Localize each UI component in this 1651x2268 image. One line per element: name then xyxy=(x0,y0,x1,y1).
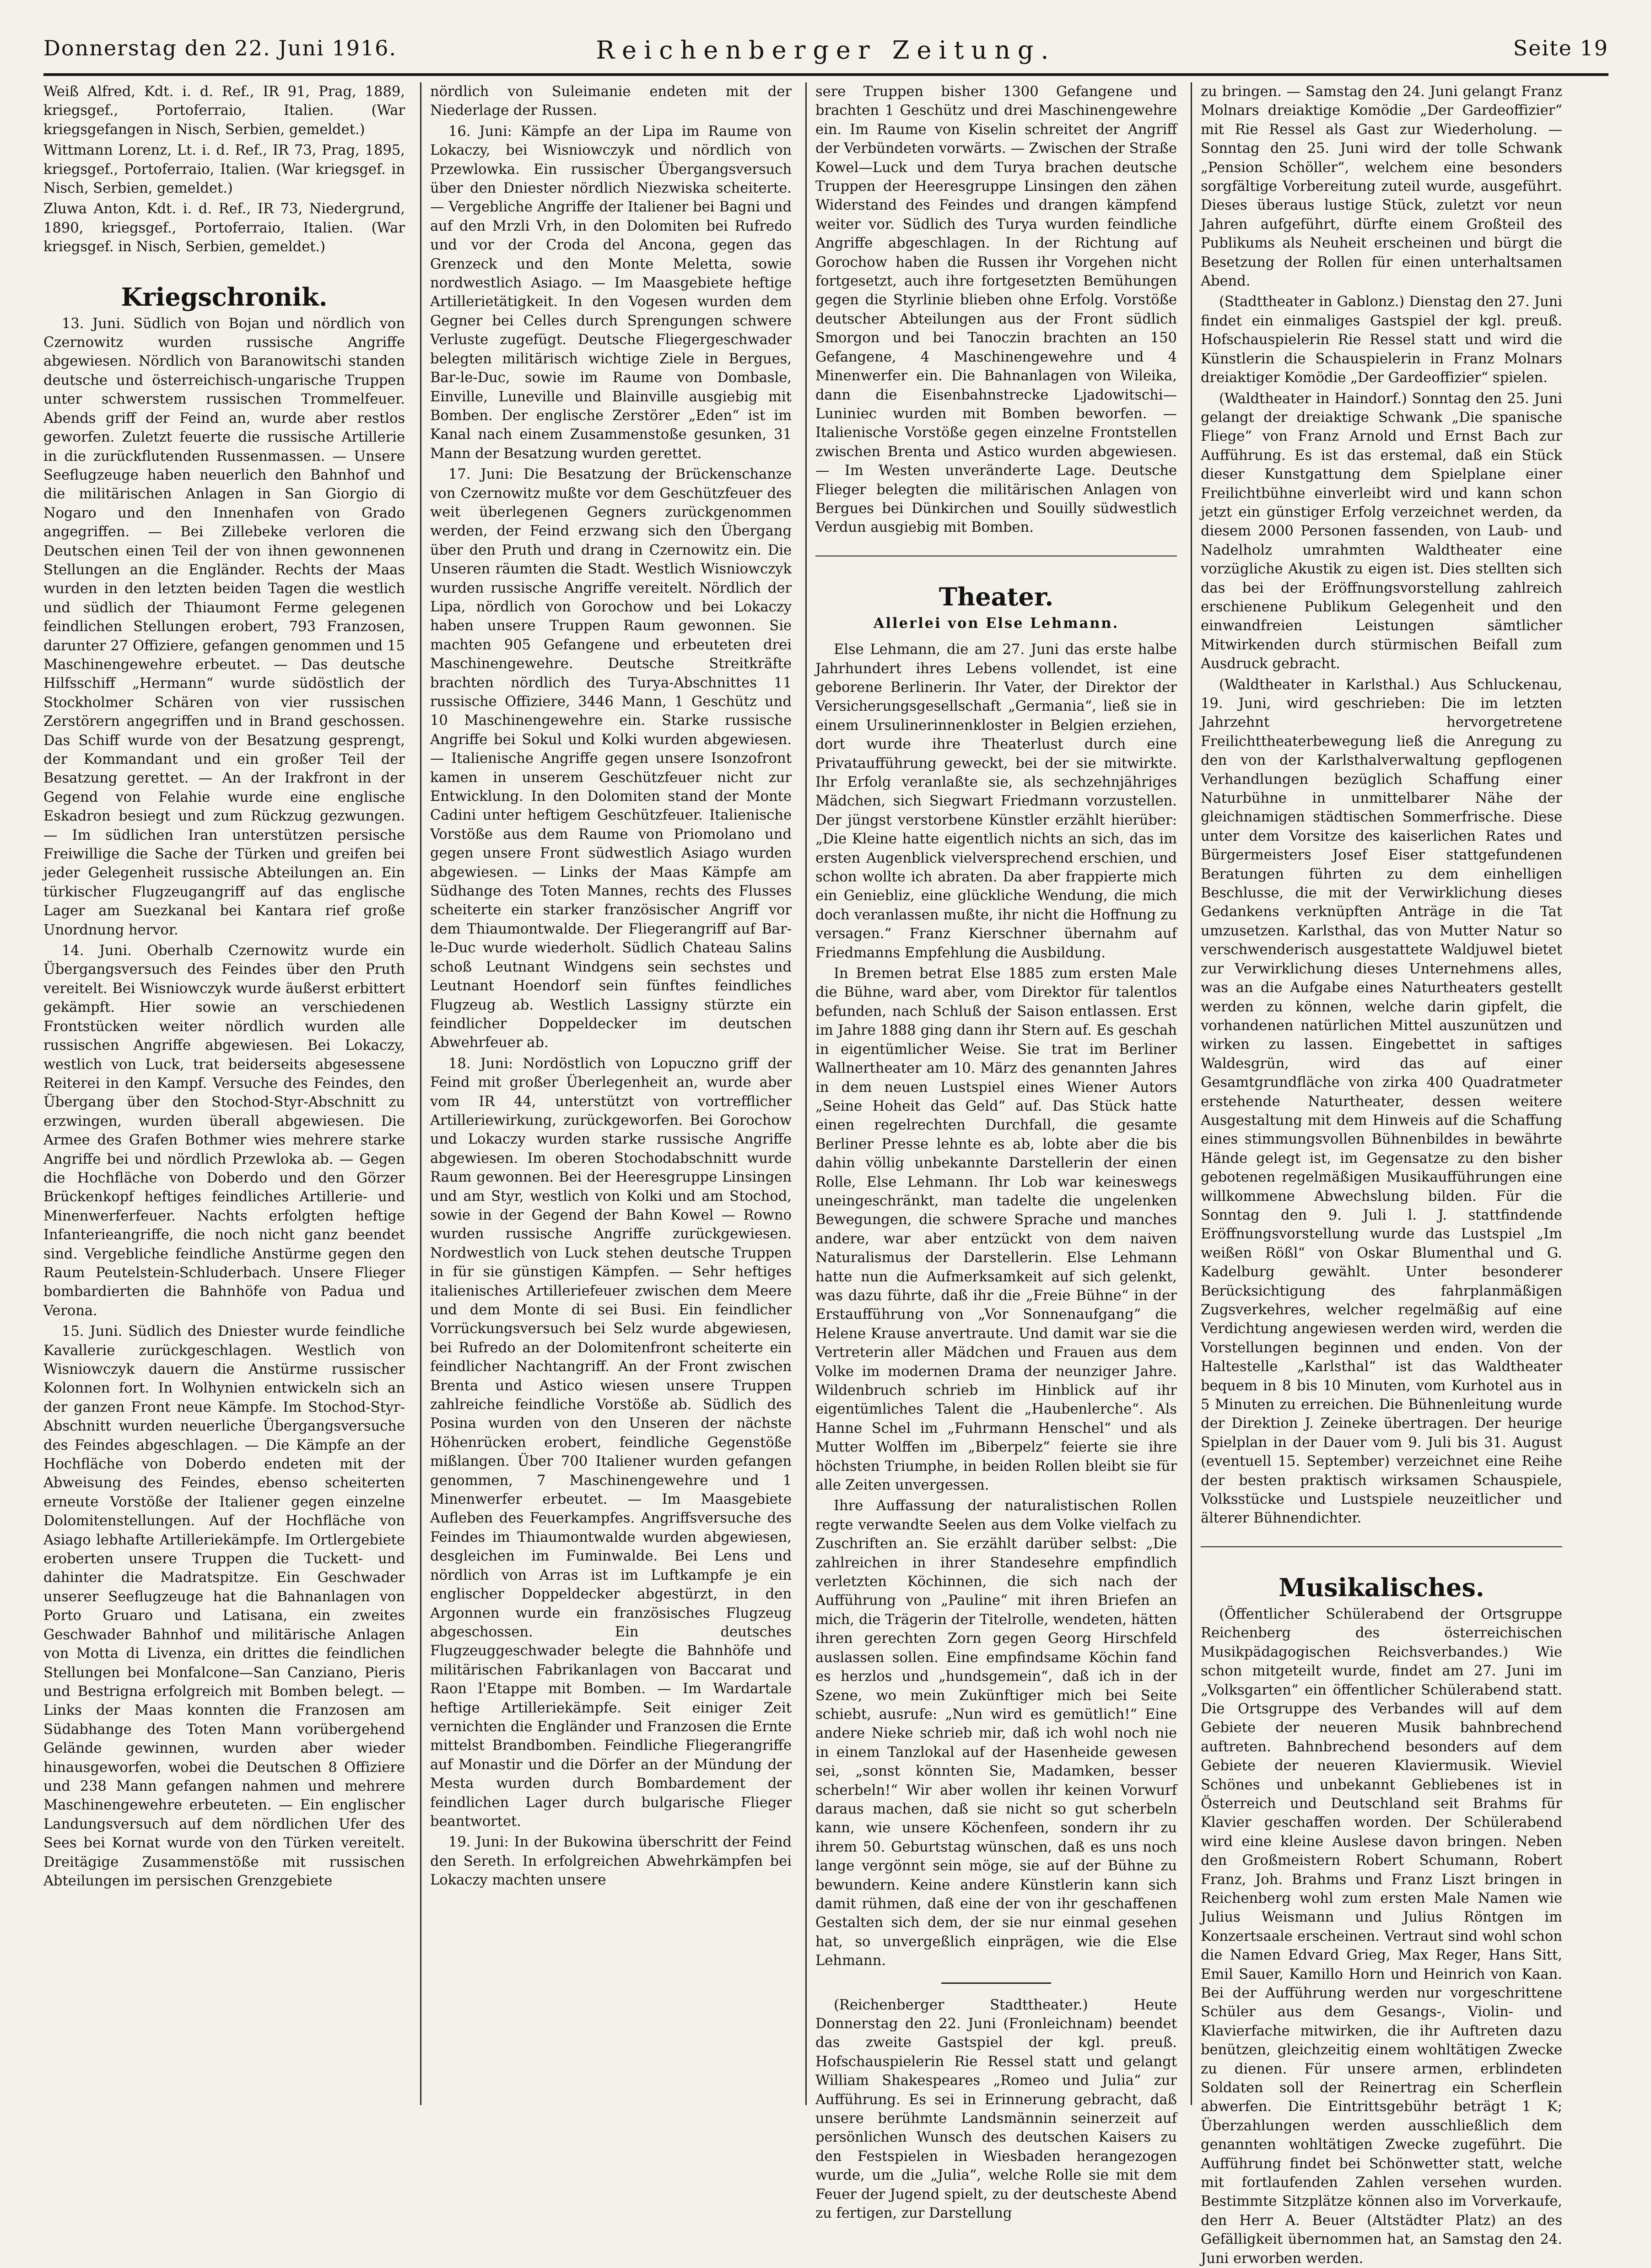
chronicle-entry: sere Truppen bisher 1300 Gefangene und brachten 1 Geschütz und drei Maschinengewehre ein. Im Raume von Kiselin schreitet der Angriff der Verbündeten vorwärts. — Zwischen der Straße Kowel—Luck und dem Turya brachen deutsche Truppen der Heeresgruppe Linsingen den zähen Widerstand des Feindes und drangen kämpfend weiter vor. Südlich des Turya wurden feindliche Angriffe abgeschlagen. In der Richtung auf Gorochow haben die Russen ihr Vorgehen nicht fortgesetzt, auch ihre fortgesetzten Bemühungen gegen die Styrlinie blieben ohne Erfolg. Vorstöße deutscher Abteilungen aus der Front südlich Smorgon und bei Tanoczin brachten an 150 Gefangene, 4 Maschinengewehre und 4 Minenwerfer ein. Die Bahnanlagen von Wileika, dann die Eisenbahnstrecke Ljadowitschi—Luniniec wurden mit Bomben beworfen. — Italienische Vorstöße gegen einzelne Frontstellen zwischen Brenta und Astico wurden abgewiesen. — Im Westen unveränderte Lage. Deutsche Flieger belegten die militärischen Anlagen von Bergues bei Dünkirchen und Souilly südwestlich Verdun ausgiebig mit Bomben. xyxy=(815,84,1177,536)
theater-paragraph: Else Lehmann, die am 27. Juni das erste halbe Jahrhundert ihres Lebens vollendet, ist eine geborene Berlinerin. Ihr Vater, der Direktor der Versicherungsgesellschaft „Germania“, ließ sie in einem Ursulinerinnenkloster in Belgien erziehen, dort wurde ihre Theaterlust durch eine Privataufführung geweckt, bei der sie mitwirkte. Ihr Erfolg veranlaßte sie, als sechzehnjähriges Mädchen, sich Siegwart Friedmann vorzustellen. Der jüngst verstorbene Künstler erzählt hierüber: „Die Kleine hatte eigentlich nichts an sich, das im ersten Augenblick vielversprechend erschien, und schon wollte ich abraten. Da aber frappierte mich ein Geniebliz, eine glückliche Wendung, die mich doch veranlassen mußte, ihr nicht die Hoffnung zu versagen.“ Franz Kierschner übernahm auf Friedmanns Empfehlung die Ausbildung. xyxy=(815,642,1177,961)
article-subheading: Allerlei von Else Lehmann. xyxy=(873,615,1119,632)
chronicle-entry: nördlich von Suleimanie endeten mit der Niederlage der Russen. xyxy=(430,84,792,119)
chronicle-entry: 13. Juni. Südlich von Bojan und nördlich von Czernowitz wurden russische Angriffe abgewiesen. Nördlich von Baranowitschi standen deutsche und österreichisch-ungarische Truppen unter schwerstem russischen Trommelfeuer. Abends griff der Feind an, wurde aber restlos geworfen. Zuletzt feuerte die russische Artillerie in die zurückflutenden Russenmassen. — Unsere Seeflugzeuge haben neuerlich den Bahnhof und die militärischen Anlagen in San Giorgio di Nogaro und den Innenhafen von Grado angegriffen. — Bei Zillebeke verloren die Deutschen einen Teil der von ihnen gewonnenen Stellungen an die Engländer. Rechts der Maas wurden in den letzten beiden Tagen die westlich und südlich der Thiaumont Ferme gelegenen feindlichen Stellungen erobert, 793 Franzosen, darunter 27 Offiziere, gefangen genommen und 15 Maschinengewehre erbeutet. — Das deutsche Hilfsschiff „Hermann“ wurde südöstlich der Stockholmer Schären von vier russischen Zerstörern angegriffen und in Brand geschossen. Das Schiff wurde von der Besatzung gesprengt, der Kommandant und ein großer Teil der Besatzung gerettet. — An der Irakfront in der Gegend von Felahie wurde eine englische Eskadron besiegt und zum Rückzug gezwungen. — Im südlichen Iran unterstützen persische Freiwillige die Sache der Türken und greifen bei jeder Gelegenheit russische Abteilungen an. Ein türkischer Flugzeugangriff auf das englische Lager am Suezkanal bei Kantara rief große Unordnung hervor. xyxy=(43,315,405,938)
column-3 xyxy=(815,82,1177,2222)
column-rule xyxy=(420,82,421,2105)
chronicle-entry: 18. Juni: Nordöstlich von Lopuczno griff der Feind mit großer Überlegenheit an, wurde aber vom IR 44, unterstützt von vortrefflicher Artilleriewirkung, zurückgeworfen. Bei Gorochow und Lokaczy wurden starke russische Angriffe abgewiesen. Im oberen Stochodabschnitt wurde Raum gewonnen. Bei der Heeresgruppe Linsingen und am Styr, westlich von Kolki und am Stochod, sowie in der Gegend der Bahn Kowel — Rowno wurden russische Angriffe zurückgewiesen. Nordwestlich von Luck stehen deutsche Truppen in für sie günstigen Kämpfen. — Sehr heftiges italienisches Artilleriefeuer zwischen dem Meere und dem Monte di sei Busi. Ein feindlicher Vorrückungsversuch bei Selz wurde abgewiesen, bei Rufredo an der Dolomitenfront scheiterte ein feindlicher Nachtangriff. An der Front zwischen Brenta und Astico wiesen unsere Truppen zahlreiche feindliche Vorstöße ab. Südlich des Posina wurden von den Unseren der nächste Höhenrücken erobert, feindliche Gegenstöße mißlangen. Über 700 Italiener wurden gefangen genommen, 7 Maschinengewehre und 1 Minenwerfer erbeutet. — Im Maasgebiete Aufleben des Feuerkampfes. Angriffsversuche des Feindes im Thiaumontwalde wurden abgewiesen, desgleichen im Fuminwalde. Bei Lens und nördlich von Arras ist im Luftkampfe je ein englischer Doppeldecker abgestürzt, in den Argonnen wurde ein französisches Flugzeug abgeschossen. Ein deutsches Flugzeuggeschwader belegte die Bahnhöfe und militärischen Fabrikanlagen von Baccarat und Raon l'Etappe mit Bomben. — Im Wardartale heftige Artilleriekämpfe. Seit einiger Zeit vernichten die Engländer und Franzosen die Ernte mittelst Brandbomben. Feindliche Fliegerangriffe auf Monastir und die Dörfer an der Mündung der Mesta wurden durch Bombardement der feindlichen Lager durch bulgarische Flieger beantwortet. xyxy=(430,1055,792,1830)
column-rule xyxy=(805,82,807,2105)
chronicle-entry: 19. Juni: In der Bukowina überschritt der Feind den Sereth. In erfolgreichen Abwehrkämpfen bei Lokaczy machten unsere xyxy=(430,1834,792,1889)
music-paragraph: (Öffentlicher Schülerabend der Ortsgruppe Reichenberg des österreichischen Musikpädagogischen Reichsverbandes.) Wie schon mitgeteilt wurde, findet am 27. Juni im „Volksgarten“ ein öffentlicher Schülerabend statt. Die Ortsgruppe des Verbandes will auf dem Gebiete der neueren Musik bahnbrechend auftreten. Bahnbrechend besonders auf dem Gebiete der neueren Klaviermusik. Wieviel Schönes und unbekannt Gebliebenes ist in Österreich und Deutschland seit Brahms für Klavier geschaffen worden. Der Schülerabend wird eine kleine Auslese davon bringen. Neben den Großmeistern Robert Schumann, Robert Franz, Joh. Brahms und Franz Liszt bringen in Reichenberg wohl zum ersten Male Namen wie Julius Weismann und Julius Röntgen im Konzertsaale erscheinen. Vertraut sind wohl schon die Namen Edvard Grieg, Max Reger, Hans Sitt, Emil Sauer, Kamillo Horn und Heinrich von Kaan. Bei der Aufführung werden nur vorgeschrittene Schüler aus dem Gesangs-, Violin- und Klavierfache mitwirken, die ihr Auftreten dazu benützen, gleichzeitig einem wohltätigen Zwecke zu dienen. Für unsere armen, erblindeten Soldaten soll der Reinertrag ein Scherflein abwerfen. Die Eintrittsgebühr beträgt 1 K; Überzahlungen werden ausschließlich dem genannten wohltätigen Zwecke zugeführt. Die Aufführung findet bei Schönwetter statt, welche mit fortlaufenden Zahlen versehen wurden. Bestimmte Sitzplätze können also im Vorverkaufe, den Herr A. Beuer (Altstädter Platz) an des Gefälligkeit übernommen hat, an Samstag den 24. Juni erworben werden. xyxy=(1201,1606,1562,2267)
theater-notice: (Waldtheater in Karlsthal.) Aus Schluckenau, 19. Juni, wird geschrieben: Die im letzten Jahrzehnt hervorgetretene Freilichttheaterbewegung ließ die Anregung zu den von der Karlsthalverwaltung gepflogenen Verhandlungen bezüglich Schaffung einer Naturbühne in unmittelbarer Nähe der gleichnamigen städtischen Sommerfrische. Diese unter dem Vorsitze des kaiserlichen Rates und Bürgermeisters Josef Eiser stattgefundenen Beratungen führten zu dem einhelligen Beschlusse, die mit der Verwirklichung dieses Gedankens verknüpften Anträge in die Tat umzusetzen. Karlsthal, das von Mutter Natur so verschwenderisch ausgestattete Waldjuwel bietet zur Verwirklichung dieses Unternehmens alles, was an die Aufgabe eines Naturtheaters gestellt werden zu können, welche darin gipfelt, die vorhandenen natürlichen Mittel auszunützen und wirken zu lassen. Eingebettet in saftiges Waldesgrün, wird das auf einer Gesamtgrundfläche von zirka 400 Quadratmeter erstehende Naturtheater, dessen weitere Ausgestaltung mit dem Hinweis auf die Schaffung eines stimmungsvollen Bühnenbildes in bewährte Hände gelegt ist, im Gegensatze zu den bisher gebotenen regelmäßigen Musikaufführungen eine willkommene Abwechslung bilden. Für die Sonntag den 9. Juli l. J. stattfindende Eröffnungsvorstellung wurde das Lustspiel „Im weißen Rößl“ von Oskar Blumenthal und G. Kadelburg gewählt. Unter besonderer Berücksichtigung des fahrplanmäßigen Zugsverkehres, welcher regelmäßig auf eine Verdichtung angewiesen werden wird, werden die Vorstellungen beginnen und enden. Von der Haltestelle „Karlsthal“ ist das Waldtheater bequem in 8 bis 10 Minuten, vom Kurhotel aus in 5 Minuten zu erreichen. Die Bühnenleitung wurde der Direktion J. Zeineke übertragen. Der heurige Spielplan in der Dauer vom 9. Juli bis 31. August (eventuell 15. September) verzeichnet eine Reihe der besten praktisch wirksamen Schauspiele, Volksstücke und Lustspiele neuzeitlicher und älterer Bühnendichter. xyxy=(1201,676,1562,1527)
theater-notice: (Stadttheater in Gablonz.) Dienstag den 27. Juni findet ein einmaliges Gastspiel der kgl. preuß. Hofschauspielerin Rie Ressel statt und wird die Künstlerin die Schauspielerin in Franz Molnars dreiaktiger Komödie „Der Gardeoffizier“ spielen. xyxy=(1201,294,1562,386)
theater-paragraph: Ihre Auffassung der naturalistischen Rollen regte verwandte Seelen aus dem Volke vielfach zu Zuschriften an. Sie erzählt darüber selbst: „Die zahlreichen in ihrer Standesehre empfindlich verletzten Köchinnen, die sich nach der Aufführung von „Pauline“ mit ihren Briefen an mich, die Trägerin der Titelrolle, wendeten, hätten ihren gerechten Zorn gegen Georg Hirschfeld auslassen sollen. Eine empfindsame Köchin fand es herzlos und „hundsgemein“, daß ich in der Szene, wo mein Zukünftiger mich bei Seite schiebt, ausrufe: „Nun wird es gemütlich!“ Eine andere Nieke schrieb mir, daß ich wohl noch nie in einem Tanzlokal auf der Hasenheide gewesen sei, „sonst könnten Sie, Madamken, besser scherbeln!“ Wir aber wollen ihr keinen Vorwurf daraus machen, daß sie nicht so gut scherbeln kann, wie unsere Köchenfeen, sondern ihr zu ihrem 50. Geburtstag wünschen, daß es uns noch lange vergönnt sein möge, sie auf der Bühne zu bewundern. Keine andere Künstlerin kann sich damit rühmen, daß eine der von ihr geschaffenen Gestalten sich dem, der sie nur einmal gesehen hat, so unvergeßlich einprägen, wie die Else Lehmann. xyxy=(815,1498,1177,1969)
issue-date: Donnerstag den 22. Juni 1916. xyxy=(43,36,397,60)
page-header xyxy=(43,18,1608,76)
section-heading-theater: Theater. xyxy=(939,582,1054,611)
stadttheater-notice: (Reichenberger Stadttheater.) Heute Donnerstag den 22. Juni (Fronleichnam) beendet das zweite Gastspiel der kgl. preuß. Hofschauspielerin Rie Ressel statt und gelangt William Shakespeares „Romeo und Julia“ zur Aufführung. Es sei in Erinnerung gebracht, daß unsere berühmte Landsmännin seinerzeit auf persönlichen Wunsch des deutschen Kaisers zu den Festspielen in Wiesbaden herangezogen wurde, um die „Julia“, welche Rolle sie mit dem Feuer der Jugend spielt, zu der deutscheste Abend zu fertigen, zur Darstellung xyxy=(815,1997,1177,2222)
chronicle-entry: 17. Juni: Die Besatzung der Brückenschanze von Czernowitz mußte vor dem Geschützfeuer des weit überlegenen Gegners zurückgenommen werden, der Feind erzwang sich den Übergang über den Pruth und drang in Czernowitz ein. Die Unseren räumten die Stadt. Westlich Wisniowczyk wurden russische Angriffe vereitelt. Nördlich der Lipa, nördlich von Gorochow und bei Lokaczy haben unsere Truppen Raum gewonnen. Sie machten 905 Gefangene und erbeuteten drei Maschinengewehre. Deutsche Streitkräfte brachten nördlich des Turya-Abschnittes 11 russische Offiziere, 3446 Mann, 1 Geschütz und 10 Maschinengewehre ein. Starke russische Angriffe bei Sokul und Kolki wurden abgewiesen. — Italienische Angriffe gegen unsere Isonzofront kamen in unserem Geschützfeuer nicht zur Entwicklung. In den Dolomiten stand der Monte Cadini unter heftigem Geschützfeuer. Italienische Vorstöße aus dem Raume von Priomolano und gegen unsere Front südwestlich Asiago wurden abgewiesen. — Links der Maas Kämpfe am Südhange des Toten Mannes, rechts des Flusses scheiterte ein starker französischer Angriff vor dem Thiaumontwalde. Der Fliegerangriff auf Bar-le-Duc wurde wiederholt. Südlich Chateau Salins schoß Leutnant Windgens sein sechstes und Leutnant Hoendorf sein fünftes feindliches Flugzeug ab. Westlich Lassigny stürzte ein feindlicher Doppeldecker im deutschen Abwehrfeuer ab. xyxy=(430,466,792,1051)
chronicle-entry: 15. Juni. Südlich des Dniester wurde feindliche Kavallerie zurückgeschlagen. Westlich von Wisniowczyk dauern die Anstürme russischer Kolonnen fort. In Wolhynien entwickeln sich an der ganzen Front neue Kämpfe. Im Stochod-Styr-Abschnitt wurden neuerliche Übergangsversuche des Feindes abgeschlagen. — Die Kämpfe an der Hochfläche von Doberdo endeten mit der Abweisung des Feindes, ebenso scheiterten erneute Vorstöße der Italiener gegen einzelne Dolomitenstellungen. Auf der Hochfläche von Asiago lebhafte Artilleriekämpfe. Im Ortlergebiete eroberten unsere Truppen die Tuckett- und dahinter die Madratspitze. Ein Geschwader unserer Seeflugzeuge hat die Bahnanlagen von Porto Gruaro und Latisana, ein zweites Geschwader Bahnhof und militärische Anlagen von Motta di Livenza, ein drittes die feindlichen Stellungen bei Monfalcone—San Canziano, Pieris und Bestrigna erfolgreich mit Bomben belegt. — Links der Maas konnten die Franzosen am Südabhange des Toten Mann vorübergehend Gelände gewinnen, wurden aber wieder hinausgeworfen, wobei die Deutschen 8 Offiziere und 238 Mann gefangen nahmen und mehrere Maschinengewehre erbeuteten. — Ein englischer Landungsversuch auf dem nördlichen Ufer des Sees bei Kornat wurde von den Türken vereitelt. Dreitägige Zusammenstöße mit russischen Abteilungen im persischen Grenzgebiete xyxy=(43,1323,405,1889)
column-rule xyxy=(1191,82,1192,2105)
loss-entry: Weiß Alfred, Kdt. i. d. Ref., IR 91, Prag, 1889, kriegsgef., Portoferraio, Italien. (War kriegsgefangen in Nisch, Serbien, gemeldet.) xyxy=(43,84,405,138)
section-divider xyxy=(1201,1546,1562,1547)
chronicle-entry: 16. Juni: Kämpfe an der Lipa im Raume von Lokaczy, bei Wisniowczyk und nördlich von Przewlowka. Ein russischer Übergangsversuch über den Dniester nördlich Niezwiska scheiterte. — Vergebliche Angriffe der Italiener bei Bagni und auf den Mrzli Vrh, in den Dolomiten bei Rufredo und vor der Croda del Ancona, gegen das Grenzeck und den Monte Meletta, sowie nordwestlich Asiago. — Im Maasgebiete heftige Artillerietätigkeit. In den Vogesen wurden dem Gegner bei Celles durch Sprengungen schwere Verluste zugefügt. Deutsche Fliegergeschwader belegten militärisch wichtige Ziele in Bergues, Bar-le-Duc, sowie im Raume von Dombasle, Einville, Luneville und Blainville ausgiebig mit Bomben. Der englische Zerstörer „Eden“ ist im Kanal nach einem Zusammenstoße gesunken, 31 Mann der Besatzung wurden gerettet. xyxy=(430,123,792,462)
column-2 xyxy=(430,82,792,2105)
newspaper-title: Reichenberger Zeitung. xyxy=(596,36,1056,65)
chronicle-entry: 14. Juni. Oberhalb Czernowitz wurde ein Übergangsversuch des Feindes über den Pruth vereitelt. Bei Wisniowczyk wurde äußerst erbittert gekämpft. Hier sowie an verschiedenen Frontstücken weiter nördlich wurden alle russischen Angriffe abgewiesen. Bei Lokaczy, westlich von Luck, trat beiderseits abgesessene Reiterei in den Kampf. Versuche des Feindes, den Übergang über den Stochod-Styr-Abschnitt zu erzwingen, wurden überall abgewiesen. Die Armee des Grafen Bothmer wies mehrere starke Angriffe bei und nördlich Przewloka ab. — Gegen die Hochfläche von Doberdo und den Görzer Brückenkopf heftiges feindliches Artillerie- und Minenwerferfeuer. Nachts erfolgten heftige Infanterieangriffe, die noch nicht ganz beendet sind. Vergebliche feindliche Anstürme gegen den Raum Peutelstein-Schluderbach. Unsere Flieger bombardierten die Bahnhöfe von Padua und Verona. xyxy=(43,943,405,1319)
column-4 xyxy=(1201,82,1562,2267)
section-heading-musikalisches: Musikalisches. xyxy=(1279,1572,1484,1602)
column-1 xyxy=(43,82,405,2105)
loss-entry: Zluwa Anton, Kdt. i. d. Ref., IR 73, Niedergrund, 1890, kriegsgef., Portoferraio, Italien. (War kriegsgef. in Nisch, Serbien, gemeldet.) xyxy=(43,201,405,255)
page-number: Seite 19 xyxy=(1513,36,1608,60)
section-heading-kriegschronik: Kriegschronik. xyxy=(121,282,328,312)
theater-notice: (Waldtheater in Haindorf.) Sonntag den 25. Juni gelangt der dreiaktige Schwank „Die spanische Fliege“ von Franz Arnold und Ernst Bach zur Aufführung. Es ist das erstemal, daß ein Stück dieser Kunstgattung dem Spielplane einer Freilichtbühne einverleibt wird und kann schon jetzt ein günstiger Erfolg verzeichnet werden, da diesem 2000 Personen fassenden, von Laub- und Nadelholz umrahmten Waldtheater eine vorzügliche Akustik zu eigen ist. Dies stellten sich das bei der Eröffnungsvorstellung zahlreich erschienene Publikum Gelegenheit und den einwandfreien Leistungen sämtlicher Mitwirkenden durch stürmischen Beifall zum Ausdruck gebracht. xyxy=(1201,390,1562,672)
theater-notice: zu bringen. — Samstag den 24. Juni gelangt Franz Molnars dreiaktige Komödie „Der Gardeoffizier“ mit Rie Ressel als Gast zur Wiederholung. — Sonntag den 25. Juni wird der tolle Schwank „Pension Schöller“, welchem eine besonders sorgfältige Vorbereitung zuteil wurde, ausgeführt. Dieses überaus lustige Stück, zuletzt vor neun Jahren aufgeführt, dürfte einem Großteil des Publikums als Neuheit erscheinen und bürgt die Besetzung der Rollen für einen unterhaltsamen Abend. xyxy=(1201,84,1562,290)
loss-entry: Wittmann Lorenz, Lt. i. d. Ref., IR 73, Prag, 1895, kriegsgef., Portoferraio, Italien. (War kriegsgef. in Nisch, Serbien, gemeldet.) xyxy=(43,142,405,197)
short-divider xyxy=(941,1982,1051,1984)
theater-paragraph: In Bremen betrat Else 1885 zum ersten Male die Bühne, ward aber, vom Direktor für talentlos befunden, nach Schluß der Saison entlassen. Erst im Jahre 1888 ging dann ihr Stern auf. Es geschah in eigentümlicher Weise. Sie trat im Berliner Wallnertheater am 10. März des genannten Jahres in dem neuen Lustspiel eines Wiener Autors „Seine Hoheit das Geld“ auf. Das Stück hatte einen regelrechten Durchfall, die gesamte Berliner Presse lehnte es ab, lobte aber die bis dahin völlig unbekannte Darstellerin der einen Rolle, Else Lehmann. Ihr Lob war keineswegs uneingeschränkt, man tadelte die ungelenken Bewegungen, die schwere Sprache und manches andere, war aber entzückt von dem naiven Naturalismus der Darstellerin. Else Lehmann hatte nun die Aufmerksamkeit auf sich gelenkt, was dazu führte, daß ihr die „Freie Bühne“ in der Erstaufführung von „Vor Sonnenaufgang“ die Helene Krause anvertraute. Und damit war sie die Vertreterin aller Mädchen und Frauen aus dem Volke im modernen Drama der neunziger Jahre. Wildenbruch schrieb im Hinblick auf ihr eigentümliches Talent die „Haubenlerche“. Als Hanne Schel im „Fuhrmann Henschel“ und als Mutter Wolffen im „Biberpelz“ feierte sie ihre höchsten Triumphe, in beiden Rollen bleibt sie für alle Zeiten unvergessen. xyxy=(815,966,1177,1494)
